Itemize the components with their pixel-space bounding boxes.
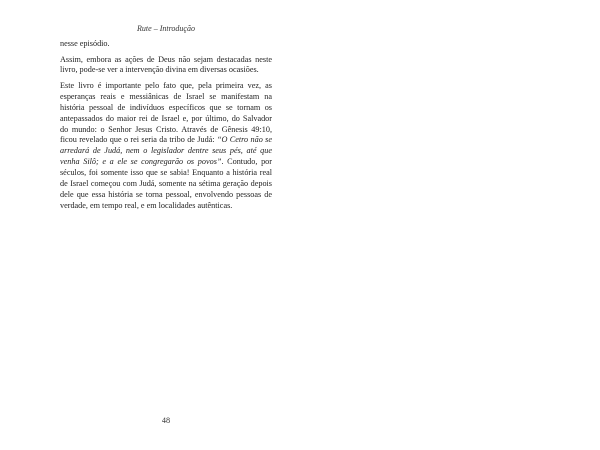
paragraph-continuation: nesse episódio. <box>60 39 110 48</box>
right-page-blank <box>300 0 600 450</box>
running-header: Rute – Introdução <box>137 24 195 33</box>
paragraph-importance <box>60 81 272 212</box>
paragraph-importance-conclusion: . Contudo, por séculos, foi somente isso que se sabia! Enquanto a história real de Israel começou com Judá, somente na sétima geração depois dele que essa história se torna pessoal, envolvendo pessoas de verdade, em tempo real, e em localidades autênticas. <box>60 157 272 210</box>
paragraph-divine-intervention: Assim, embora as ações de Deus não sejam destacadas neste livro, pode-se ver a intervenção divina em diversas ocasiões. <box>60 54 272 75</box>
body-text <box>60 39 272 216</box>
page-number: 48 <box>161 416 171 425</box>
genesis-quote: “O Cetro não se arredará de Judá, nem o legislador dentre seus pés, até que venha Silô; e a ele se congregarão os povos” <box>60 135 272 167</box>
paragraph-importance-intro: Este livro é importante pelo fato que, pela primeira vez, as esperanças reais e messiânicas de Israel se manifestam na história pessoal de indivíduos específicos que se tornam os antepassados do maior rei de Israel e, por último, do Salvador do mundo: o Senhor Jesus Cristo. Através de Gênesis 49:10, ficou revelado que o rei seria da tribo de Judá: <box>60 80 272 145</box>
